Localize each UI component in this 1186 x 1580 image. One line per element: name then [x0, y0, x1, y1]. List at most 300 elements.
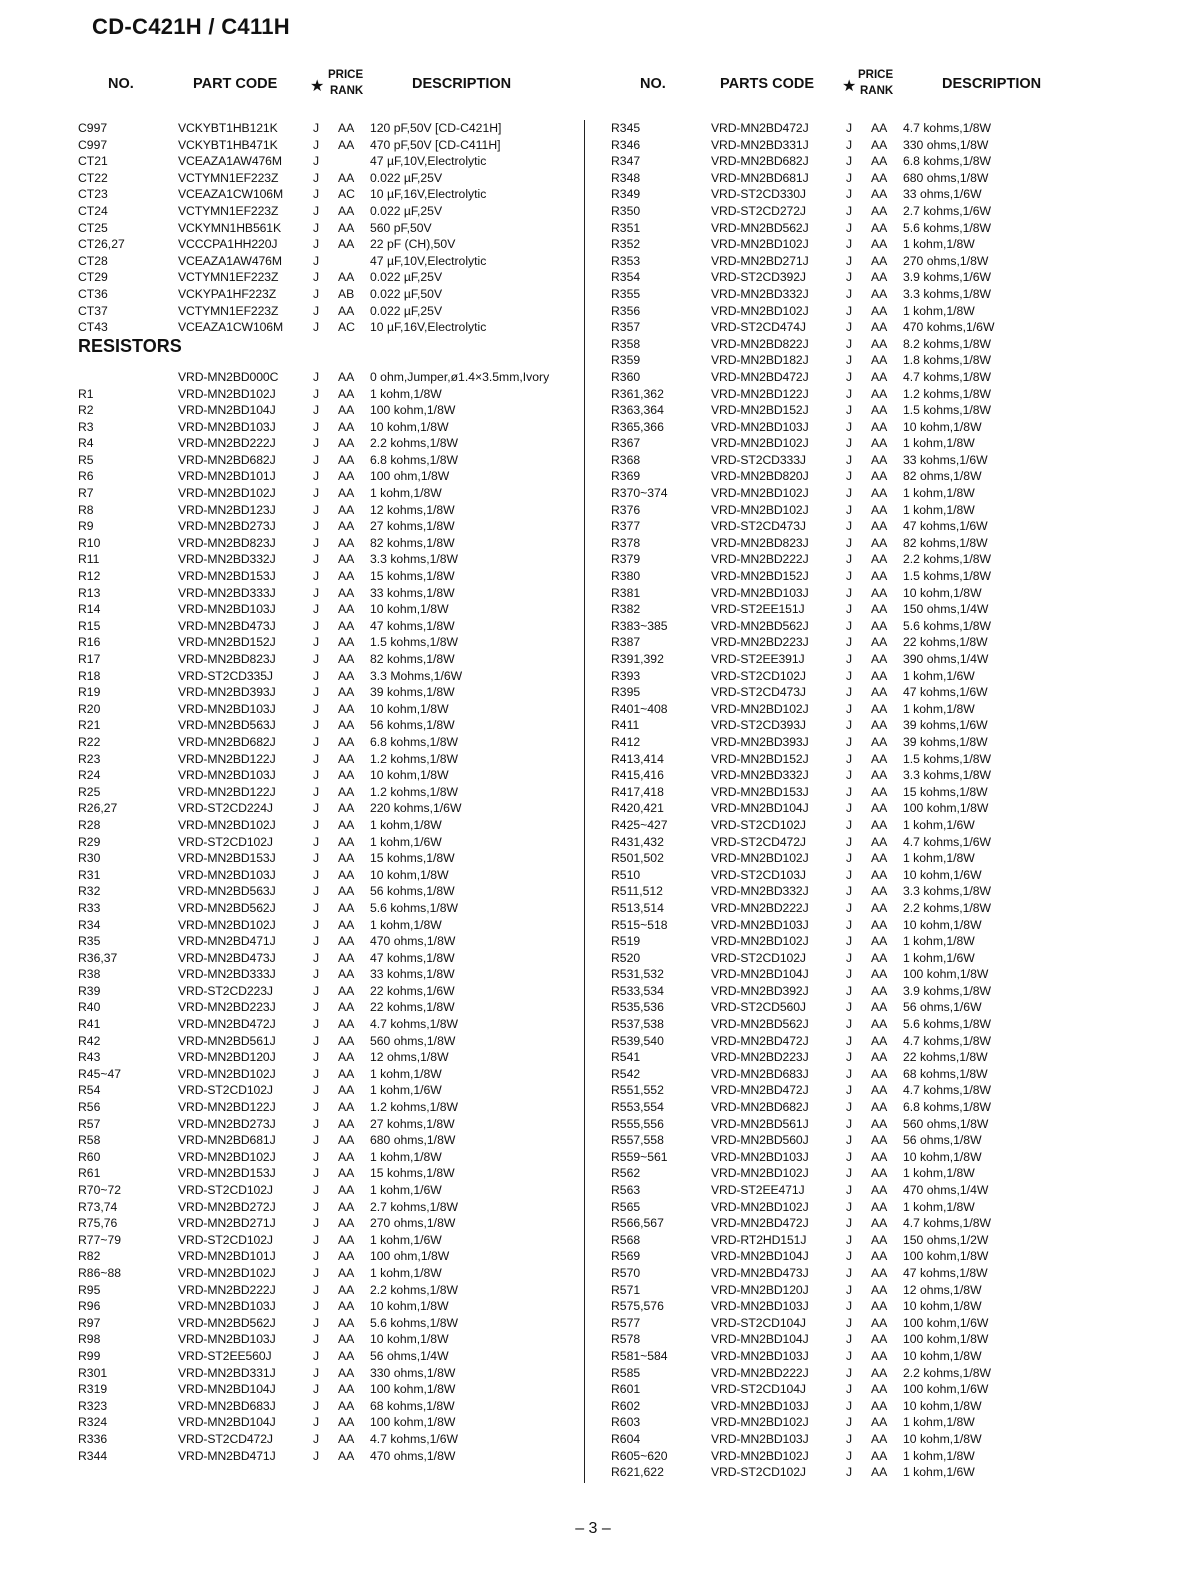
- price-rank: AB: [338, 286, 355, 301]
- price-rank: AA: [871, 1398, 888, 1413]
- table-row: [78, 1298, 583, 1315]
- table-row: [78, 1248, 583, 1265]
- table-row: [78, 1365, 583, 1382]
- part-description: 82 kohms,1/8W: [370, 535, 455, 550]
- table-row: [611, 1331, 1181, 1348]
- part-description: 1 kohm,1/6W: [903, 950, 975, 965]
- table-row: [611, 518, 1181, 535]
- part-code: VRD-MN2BD681J: [178, 1133, 276, 1148]
- price-rank: AA: [871, 1116, 888, 1131]
- part-code: VRD-MN2BD102J: [711, 1448, 809, 1463]
- part-code: VRD-MN2BD103J: [178, 419, 276, 434]
- table-row: [78, 419, 583, 436]
- header-star-icon: ★: [842, 78, 857, 95]
- table-row: [78, 551, 583, 568]
- part-number: R77~79: [78, 1232, 122, 1247]
- star-flag: J: [313, 203, 320, 218]
- table-row: [611, 1165, 1181, 1182]
- star-flag: J: [313, 1166, 320, 1181]
- table-row: [611, 551, 1181, 568]
- part-number: R368: [611, 452, 641, 467]
- part-code: VRD-MN2BD472J: [711, 1216, 809, 1231]
- table-row: [78, 502, 583, 519]
- price-rank: AA: [871, 1348, 888, 1363]
- part-code: VRD-MN2BD102J: [178, 386, 276, 401]
- price-rank: AA: [871, 934, 888, 949]
- table-row: [611, 386, 1181, 403]
- table-row: [611, 452, 1181, 469]
- part-code: VRD-MN2BD332J: [711, 286, 809, 301]
- part-code: VRD-MN2BD223J: [711, 1050, 809, 1065]
- part-description: 1 kohm,1/8W: [903, 934, 975, 949]
- part-description: 10 kohm,1/8W: [370, 701, 449, 716]
- part-code: VRD-MN2BD820J: [711, 469, 809, 484]
- price-rank: AC: [338, 320, 355, 335]
- table-row: [611, 336, 1181, 353]
- price-rank: AA: [338, 1282, 355, 1297]
- star-flag: J: [846, 419, 853, 434]
- part-description: 5.6 kohms,1/8W: [903, 220, 992, 235]
- part-number: R376: [611, 502, 641, 517]
- price-rank: AA: [871, 270, 888, 285]
- star-flag: J: [313, 436, 320, 451]
- price-rank: AA: [338, 137, 355, 152]
- part-number: R377: [611, 519, 641, 534]
- part-number: CT29: [78, 270, 108, 285]
- part-description: 5.6 kohms,1/8W: [903, 1017, 992, 1032]
- part-code: VRD-MN2BD122J: [178, 1100, 276, 1115]
- table-row: [78, 1132, 583, 1149]
- price-rank: AA: [871, 867, 888, 882]
- star-flag: J: [846, 286, 853, 301]
- part-number: CT21: [78, 154, 108, 169]
- star-flag: J: [313, 652, 320, 666]
- part-description: 100 kohm,1/8W: [903, 801, 989, 816]
- part-code: VRD-ST2EE471J: [711, 1183, 805, 1197]
- part-number: R531,532: [611, 967, 664, 982]
- part-description: 100 kohm,1/8W: [903, 1249, 989, 1264]
- star-flag: J: [846, 187, 853, 202]
- price-rank: AA: [871, 784, 888, 799]
- table-row: [78, 900, 583, 917]
- star-flag: J: [313, 851, 320, 866]
- part-number: R34: [78, 917, 101, 932]
- part-description: 4.7 kohms,1/8W: [903, 1216, 992, 1231]
- table-row: [611, 1199, 1181, 1216]
- price-rank: AA: [871, 1365, 888, 1380]
- price-rank: AC: [338, 187, 355, 202]
- star-flag: J: [846, 718, 853, 733]
- part-number: R559~561: [611, 1149, 668, 1164]
- star-flag: J: [313, 1050, 320, 1065]
- price-rank: AA: [338, 1116, 355, 1131]
- table-row: [78, 253, 583, 270]
- price-rank: AA: [338, 369, 355, 384]
- star-flag: J: [313, 784, 320, 799]
- part-code: VRD-ST2CD102J: [711, 817, 806, 832]
- star-flag: J: [846, 652, 853, 666]
- star-flag: J: [846, 203, 853, 218]
- price-rank: AA: [338, 768, 355, 783]
- part-description: 6.8 kohms,1/8W: [903, 1100, 992, 1115]
- part-number: R535,536: [611, 1000, 664, 1015]
- part-description: 10 kohm,1/8W: [370, 602, 449, 617]
- part-code: VRD-MN2BD102J: [178, 486, 276, 501]
- part-description: 15 kohms,1/8W: [370, 851, 455, 866]
- part-description: 2.2 kohms,1/8W: [370, 436, 459, 451]
- part-description: 100 kohm,1/8W: [903, 1332, 989, 1347]
- star-flag: J: [846, 900, 853, 915]
- price-rank: AA: [871, 1000, 888, 1015]
- part-code: VRD-ST2CD102J: [178, 1083, 273, 1098]
- table-row: [78, 817, 583, 834]
- part-code: VRD-MN2BD103J: [178, 1299, 276, 1314]
- table-row: [78, 668, 583, 685]
- part-description: 10 kohm,1/8W: [903, 585, 982, 600]
- part-number: R604: [611, 1431, 641, 1446]
- part-number: R20: [78, 701, 101, 716]
- price-rank: AA: [871, 1382, 888, 1397]
- star-flag: J: [313, 635, 320, 650]
- price-rank: AA: [338, 751, 355, 766]
- table-row: [611, 1149, 1181, 1166]
- table-row: [611, 717, 1181, 734]
- price-rank: AA: [338, 834, 355, 849]
- part-description: 33 ohms,1/6W: [903, 187, 982, 202]
- star-flag: J: [846, 1232, 853, 1247]
- price-rank: AA: [338, 1398, 355, 1413]
- part-number: R363,364: [611, 403, 664, 418]
- star-flag: J: [846, 1315, 853, 1330]
- part-description: 56 kohms,1/8W: [370, 884, 455, 899]
- part-description: 10 kohm,1/8W: [903, 419, 982, 434]
- price-rank: AA: [338, 452, 355, 467]
- table-row: [611, 535, 1181, 552]
- part-description: 1.5 kohms,1/8W: [370, 635, 459, 650]
- part-description: 10 kohm,1/8W: [903, 1348, 982, 1363]
- star-flag: J: [313, 1183, 320, 1197]
- part-code: VRD-MN2BD103J: [178, 701, 276, 716]
- part-number: R417,418: [611, 784, 664, 799]
- price-rank: AA: [338, 1265, 355, 1280]
- part-code: VRD-MN2BD102J: [711, 436, 809, 451]
- part-description: 1 kohm,1/8W: [903, 502, 975, 517]
- star-flag: J: [846, 386, 853, 401]
- part-number: R513,514: [611, 900, 664, 915]
- star-flag: J: [313, 1116, 320, 1131]
- part-number: R10: [78, 535, 101, 550]
- part-code: VRD-MN2BD102J: [178, 1066, 276, 1081]
- part-number: R519: [611, 934, 641, 949]
- part-code: VRD-MN2BD333J: [178, 585, 276, 600]
- part-description: 3.9 kohms,1/6W: [903, 270, 992, 285]
- part-description: 10 µF,16V,Electrolytic: [370, 187, 487, 202]
- star-flag: J: [313, 917, 320, 932]
- part-description: 120 pF,50V [CD-C421H]: [370, 121, 502, 135]
- price-rank: AA: [871, 1465, 888, 1480]
- part-code: VRD-ST2CD473J: [711, 685, 806, 700]
- part-description: 2.2 kohms,1/8W: [903, 900, 992, 915]
- price-rank: AA: [871, 519, 888, 534]
- table-row: [78, 153, 583, 170]
- part-number: R3: [78, 419, 94, 434]
- price-rank: AA: [871, 320, 888, 335]
- price-rank: AA: [871, 303, 888, 318]
- part-number: CT26,27: [78, 237, 125, 252]
- price-rank: AA: [338, 569, 355, 584]
- part-description: 1.8 kohms,1/8W: [903, 353, 992, 368]
- part-code: VRD-MN2BD153J: [178, 851, 276, 866]
- part-code: VRD-ST2EE560J: [178, 1348, 272, 1363]
- price-rank: AA: [871, 917, 888, 932]
- part-description: 330 ohms,1/8W: [370, 1365, 456, 1380]
- part-number: R38: [78, 967, 101, 982]
- part-number: R344: [78, 1448, 108, 1463]
- price-rank: AA: [338, 419, 355, 434]
- page-number: – 3 –: [575, 1520, 611, 1537]
- part-number: R61: [78, 1166, 101, 1181]
- price-rank: AA: [338, 1133, 355, 1148]
- price-rank: AA: [338, 1382, 355, 1397]
- part-number: R5: [78, 452, 94, 467]
- part-number: R360: [611, 369, 641, 384]
- table-row: [78, 186, 583, 203]
- part-description: 22 kohms,1/8W: [903, 635, 988, 650]
- part-number: CT37: [78, 303, 108, 318]
- price-rank: AA: [871, 1033, 888, 1048]
- table-row: [611, 502, 1181, 519]
- part-code: VRD-MN2BD682J: [178, 734, 276, 749]
- part-number: R86~88: [78, 1265, 122, 1280]
- part-number: R14: [78, 602, 101, 617]
- star-flag: J: [313, 320, 320, 335]
- star-flag: J: [313, 1398, 320, 1413]
- price-rank: AA: [338, 1166, 355, 1181]
- table-row: [611, 286, 1181, 303]
- part-code: VRD-MN2BD152J: [711, 403, 809, 418]
- part-code: VRD-MN2BD104J: [711, 1332, 809, 1347]
- part-number: R359: [611, 353, 641, 368]
- table-row: [611, 203, 1181, 220]
- price-rank: AA: [338, 1100, 355, 1115]
- table-row: [78, 435, 583, 452]
- part-code: VRD-MN2BD153J: [178, 1166, 276, 1181]
- part-description: 270 ohms,1/8W: [370, 1216, 456, 1231]
- star-flag: J: [313, 1232, 320, 1247]
- price-rank: AA: [338, 1216, 355, 1231]
- star-flag: J: [846, 170, 853, 185]
- table-row: [78, 568, 583, 585]
- part-number: R45~47: [78, 1066, 122, 1081]
- table-row: [78, 701, 583, 718]
- header-price: PRICE: [858, 69, 894, 81]
- star-flag: J: [313, 1448, 320, 1463]
- price-rank: AA: [871, 1415, 888, 1430]
- star-flag: J: [846, 1017, 853, 1032]
- price-rank: AA: [338, 1415, 355, 1430]
- star-flag: J: [313, 403, 320, 418]
- part-code: VRD-MN2BD223J: [711, 635, 809, 650]
- header-price: PRICE: [328, 69, 364, 81]
- table-row: [78, 468, 583, 485]
- star-flag: J: [846, 1365, 853, 1380]
- table-row: [611, 435, 1181, 452]
- part-number: R578: [611, 1332, 641, 1347]
- part-code: VRD-MN2BD563J: [178, 884, 276, 899]
- part-description: 0.022 µF,50V: [370, 286, 443, 301]
- part-number: R511,512: [611, 884, 663, 899]
- star-flag: J: [846, 618, 853, 633]
- part-code: VCTYMN1EF223Z: [178, 303, 279, 318]
- part-code: VRD-MN2BD222J: [178, 436, 276, 451]
- part-code: VRD-MN2BD182J: [711, 353, 809, 368]
- part-number: R570: [611, 1265, 641, 1280]
- price-rank: AA: [871, 552, 888, 567]
- star-flag: J: [313, 734, 320, 749]
- part-description: 15 kohms,1/8W: [370, 1166, 455, 1181]
- part-number: R22: [78, 734, 101, 749]
- star-flag: J: [846, 1282, 853, 1297]
- part-description: 100 kohm,1/6W: [903, 1315, 989, 1330]
- part-description: 1 kohm,1/8W: [903, 1199, 975, 1214]
- part-description: 3.3 kohms,1/8W: [903, 884, 992, 899]
- part-code: VRD-MN2BD331J: [711, 137, 809, 152]
- part-code: VRD-MN2BD822J: [711, 336, 809, 351]
- table-row: [611, 1414, 1181, 1431]
- part-code: VRD-ST2CD103J: [711, 867, 806, 882]
- table-row: [78, 220, 583, 237]
- part-description: 39 kohms,1/8W: [903, 734, 988, 749]
- column-divider: [584, 120, 585, 1483]
- part-code: VRD-ST2CD102J: [711, 1465, 806, 1480]
- star-flag: J: [313, 685, 320, 700]
- price-rank: AA: [871, 652, 888, 666]
- star-flag: J: [846, 552, 853, 567]
- part-code: VRD-MN2BD222J: [711, 900, 809, 915]
- price-rank: AA: [338, 1017, 355, 1032]
- part-description: 100 kohm,1/8W: [370, 1415, 456, 1430]
- part-description: 0.022 µF,25V: [370, 203, 443, 218]
- part-code: VRD-MN2BD103J: [178, 867, 276, 882]
- right-parts-list: [611, 120, 1181, 1481]
- star-flag: J: [313, 1382, 320, 1397]
- price-rank: AA: [871, 336, 888, 351]
- star-flag: J: [846, 1166, 853, 1181]
- part-number: R412: [611, 734, 641, 749]
- left-column-header: [78, 68, 578, 104]
- table-row: [611, 950, 1181, 967]
- table-row: [611, 734, 1181, 751]
- part-code: VRD-MN2BD472J: [711, 121, 809, 135]
- table-row: [611, 767, 1181, 784]
- table-row: [611, 966, 1181, 983]
- part-description: 15 kohms,1/8W: [903, 784, 988, 799]
- price-rank: AA: [871, 718, 888, 733]
- part-number: CT23: [78, 187, 108, 202]
- star-flag: J: [313, 386, 320, 401]
- part-description: 82 kohms,1/8W: [903, 535, 988, 550]
- table-row: [78, 203, 583, 220]
- table-row: [78, 120, 583, 137]
- price-rank: AA: [338, 270, 355, 285]
- star-flag: J: [313, 1149, 320, 1164]
- star-flag: J: [846, 1448, 853, 1463]
- price-rank: AA: [338, 237, 355, 252]
- price-rank: AA: [338, 900, 355, 915]
- table-row: [611, 402, 1181, 419]
- star-flag: J: [313, 270, 320, 285]
- part-code: VRD-MN2BD471J: [178, 934, 276, 949]
- table-row: [611, 1265, 1181, 1282]
- part-number: R566,567: [611, 1216, 664, 1231]
- star-flag: J: [313, 801, 320, 816]
- star-flag: J: [313, 900, 320, 915]
- price-rank: AA: [871, 1100, 888, 1115]
- table-row: [78, 950, 583, 967]
- section-heading-row: [78, 336, 583, 369]
- price-rank: AA: [338, 403, 355, 418]
- price-rank: AA: [871, 834, 888, 849]
- part-description: 4.7 kohms,1/8W: [903, 1033, 992, 1048]
- price-rank: AA: [338, 203, 355, 218]
- star-flag: J: [313, 983, 320, 998]
- part-description: 1 kohm,1/8W: [903, 1166, 975, 1181]
- part-description: 10 µF,16V,Electrolytic: [370, 320, 487, 335]
- part-code: VRD-MN2BD104J: [711, 967, 809, 982]
- table-row: [78, 369, 583, 386]
- part-number: R301: [78, 1365, 108, 1380]
- price-rank: AA: [871, 353, 888, 368]
- part-description: 470 ohms,1/8W: [370, 934, 456, 949]
- star-flag: J: [313, 187, 320, 202]
- table-row: [611, 1298, 1181, 1315]
- part-code: VRD-MN2BD472J: [178, 1017, 276, 1032]
- table-row: [78, 485, 583, 502]
- table-row: [611, 137, 1181, 154]
- part-description: 10 kohm,1/8W: [903, 1398, 982, 1413]
- price-rank: AA: [871, 1066, 888, 1081]
- part-number: R420,421: [611, 801, 664, 816]
- part-code: VRD-MN2BD104J: [178, 1415, 276, 1430]
- part-code: VRD-ST2CD104J: [711, 1382, 806, 1397]
- star-flag: J: [313, 718, 320, 733]
- price-rank: AA: [338, 1083, 355, 1098]
- table-row: [611, 1365, 1181, 1382]
- star-flag: J: [846, 1431, 853, 1446]
- price-rank: AA: [871, 386, 888, 401]
- price-rank: AA: [338, 1232, 355, 1247]
- star-flag: J: [313, 519, 320, 534]
- part-description: 150 ohms,1/2W: [903, 1232, 989, 1247]
- part-description: 68 kohms,1/8W: [903, 1066, 988, 1081]
- star-flag: J: [313, 1415, 320, 1430]
- price-rank: AA: [871, 668, 888, 683]
- price-rank: AA: [338, 170, 355, 185]
- table-row: [78, 1381, 583, 1398]
- table-row: [611, 269, 1181, 286]
- part-code: VCTYMN1EF223Z: [178, 270, 279, 285]
- star-flag: J: [846, 1249, 853, 1264]
- part-number: R562: [611, 1166, 641, 1181]
- star-flag: J: [846, 950, 853, 965]
- price-rank: AA: [871, 1050, 888, 1065]
- price-rank: AA: [871, 1232, 888, 1247]
- part-description: 1 kohm,1/8W: [903, 1448, 975, 1463]
- table-row: [78, 1448, 583, 1465]
- part-number: R30: [78, 851, 101, 866]
- part-code: VRD-MN2BD152J: [178, 635, 276, 650]
- part-number: R346: [611, 137, 641, 152]
